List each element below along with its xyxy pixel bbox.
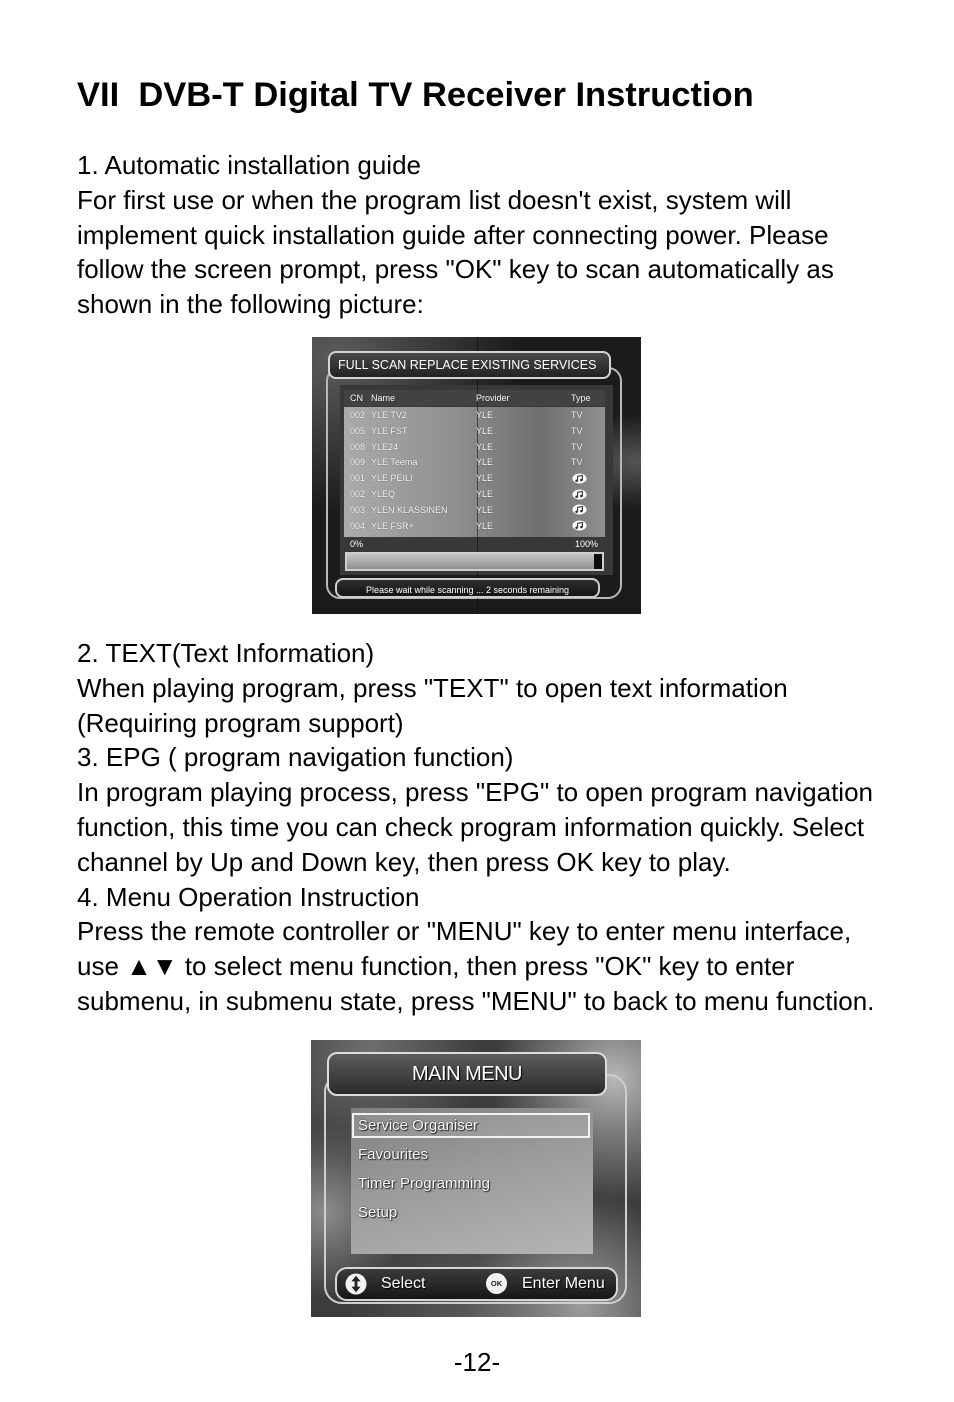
table-row bbox=[312, 487, 641, 501]
cn-cell: 003 bbox=[350, 504, 366, 515]
type-cell: TV bbox=[571, 441, 583, 452]
type-cell: TV bbox=[571, 410, 583, 420]
cn-cell: 002 bbox=[350, 489, 366, 499]
name-cell: YLE FSR+ bbox=[371, 520, 414, 531]
paragraph-line: implement quick installation guide after connecting power. Please bbox=[77, 219, 829, 250]
paragraph-line: When playing program, press "TEXT" to open text information bbox=[77, 672, 788, 703]
menu-item-favourites: Favourites bbox=[358, 1146, 429, 1163]
scan-status-box bbox=[335, 578, 600, 598]
column-header-name: Name bbox=[371, 393, 396, 403]
table-row bbox=[312, 503, 641, 517]
ok-icon bbox=[486, 1273, 507, 1294]
menu-help-bar bbox=[335, 1267, 618, 1301]
menu-item-setup: Setup bbox=[358, 1204, 398, 1221]
table-row bbox=[312, 408, 641, 422]
table-row bbox=[312, 440, 641, 454]
main-menu-image bbox=[311, 1040, 641, 1317]
section-heading: 4. Menu Operation Instruction bbox=[77, 881, 420, 912]
paragraph-line: Press the remote controller or "MENU" key to enter menu interface, bbox=[77, 916, 852, 947]
section-automatic-installation bbox=[77, 148, 834, 322]
scan-progress-bar bbox=[345, 552, 604, 571]
provider-cell: YLE bbox=[476, 457, 494, 468]
column-header-cn: CN bbox=[350, 393, 363, 403]
ok-icon-label: OK bbox=[490, 1279, 503, 1288]
cn-cell: 002 bbox=[350, 410, 366, 420]
menu-header bbox=[327, 1052, 607, 1096]
column-header-row bbox=[312, 391, 641, 405]
provider-cell: YLE bbox=[476, 504, 494, 515]
table-row bbox=[312, 519, 641, 533]
cn-cell: 008 bbox=[350, 441, 366, 452]
name-cell: YLE PEILI bbox=[371, 473, 413, 484]
radio-icon bbox=[572, 489, 587, 500]
section-heading: 3. EPG ( program navigation function) bbox=[77, 742, 514, 773]
menu-item-service-organiser: Service Organiser bbox=[358, 1117, 479, 1134]
table-row bbox=[312, 424, 641, 438]
paragraph-line: For first use or when the program list doesn't exist, system will bbox=[77, 184, 792, 215]
menu-item-timer-programming: Timer Programming bbox=[358, 1175, 490, 1192]
column-header-provider: Provider bbox=[476, 393, 510, 403]
paragraph-line: shown in the following picture: bbox=[77, 289, 424, 320]
provider-cell: YLE bbox=[476, 473, 494, 484]
section-heading: 1. Automatic installation guide bbox=[77, 150, 421, 180]
scan-screen-image bbox=[312, 337, 641, 614]
page-number: -12- bbox=[453, 1347, 501, 1377]
scan-header bbox=[328, 351, 611, 379]
paragraph-line: In program playing process, press "EPG" to open program navigation bbox=[77, 777, 873, 808]
provider-cell: YLE bbox=[476, 489, 494, 499]
name-cell: YLEQ bbox=[371, 489, 396, 499]
paragraph-line: (Requiring program support) bbox=[77, 707, 404, 738]
paragraph-line: function, this time you can check program information quickly. Select bbox=[77, 811, 865, 842]
provider-cell: YLE bbox=[476, 425, 494, 436]
cn-cell: 005 bbox=[350, 425, 366, 436]
progress-end-label: 100% bbox=[574, 539, 598, 549]
cn-cell: 001 bbox=[350, 473, 366, 484]
cn-cell: 004 bbox=[350, 520, 366, 531]
table-row bbox=[312, 455, 641, 469]
paragraph-line: submenu, in submenu state, press "MENU" to back to menu function. bbox=[77, 985, 875, 1016]
name-cell: YLE Teema bbox=[371, 457, 418, 468]
provider-cell: YLE bbox=[476, 410, 494, 420]
progress-start-label: 0% bbox=[350, 539, 364, 549]
paragraph-line: channel by Up and Down key, then press OK key to play. bbox=[77, 846, 731, 877]
radio-icon bbox=[572, 520, 587, 531]
scan-progress-fill bbox=[347, 554, 594, 569]
name-cell: YLE FST bbox=[371, 425, 408, 436]
paragraph-line: use ▲▼ to select menu function, then press "OK" key to enter bbox=[77, 951, 795, 982]
type-cell: TV bbox=[571, 425, 583, 436]
section-instructions bbox=[77, 636, 874, 1019]
page-title: VII DVB-T Digital TV Receiver Instruction bbox=[77, 76, 754, 114]
provider-cell: YLE bbox=[476, 520, 494, 531]
section-heading: 2. TEXT(Text Information) bbox=[77, 638, 375, 668]
name-cell: YLEN KLASSINEN bbox=[371, 504, 448, 515]
provider-cell: YLE bbox=[476, 441, 494, 452]
enter-menu-label: Enter Menu bbox=[522, 1275, 605, 1292]
up-down-icon bbox=[345, 1273, 367, 1295]
radio-icon bbox=[572, 504, 587, 515]
select-label: Select bbox=[381, 1275, 426, 1292]
name-cell: YLE24 bbox=[371, 441, 399, 452]
scan-header-title: FULL SCAN REPLACE EXISTING SERVICES bbox=[338, 358, 597, 372]
scan-status-text: Please wait while scanning ... 2 seconds remaining bbox=[365, 585, 570, 595]
name-cell: YLE TV2 bbox=[371, 410, 407, 420]
column-header-type: Type bbox=[571, 393, 591, 403]
paragraph-line: follow the screen prompt, press "OK" key to scan automatically as bbox=[77, 254, 834, 285]
menu-title: MAIN MENU bbox=[412, 1063, 522, 1085]
type-cell: TV bbox=[571, 457, 583, 468]
radio-icon bbox=[572, 473, 587, 484]
table-row bbox=[312, 471, 641, 485]
cn-cell: 009 bbox=[350, 457, 366, 468]
